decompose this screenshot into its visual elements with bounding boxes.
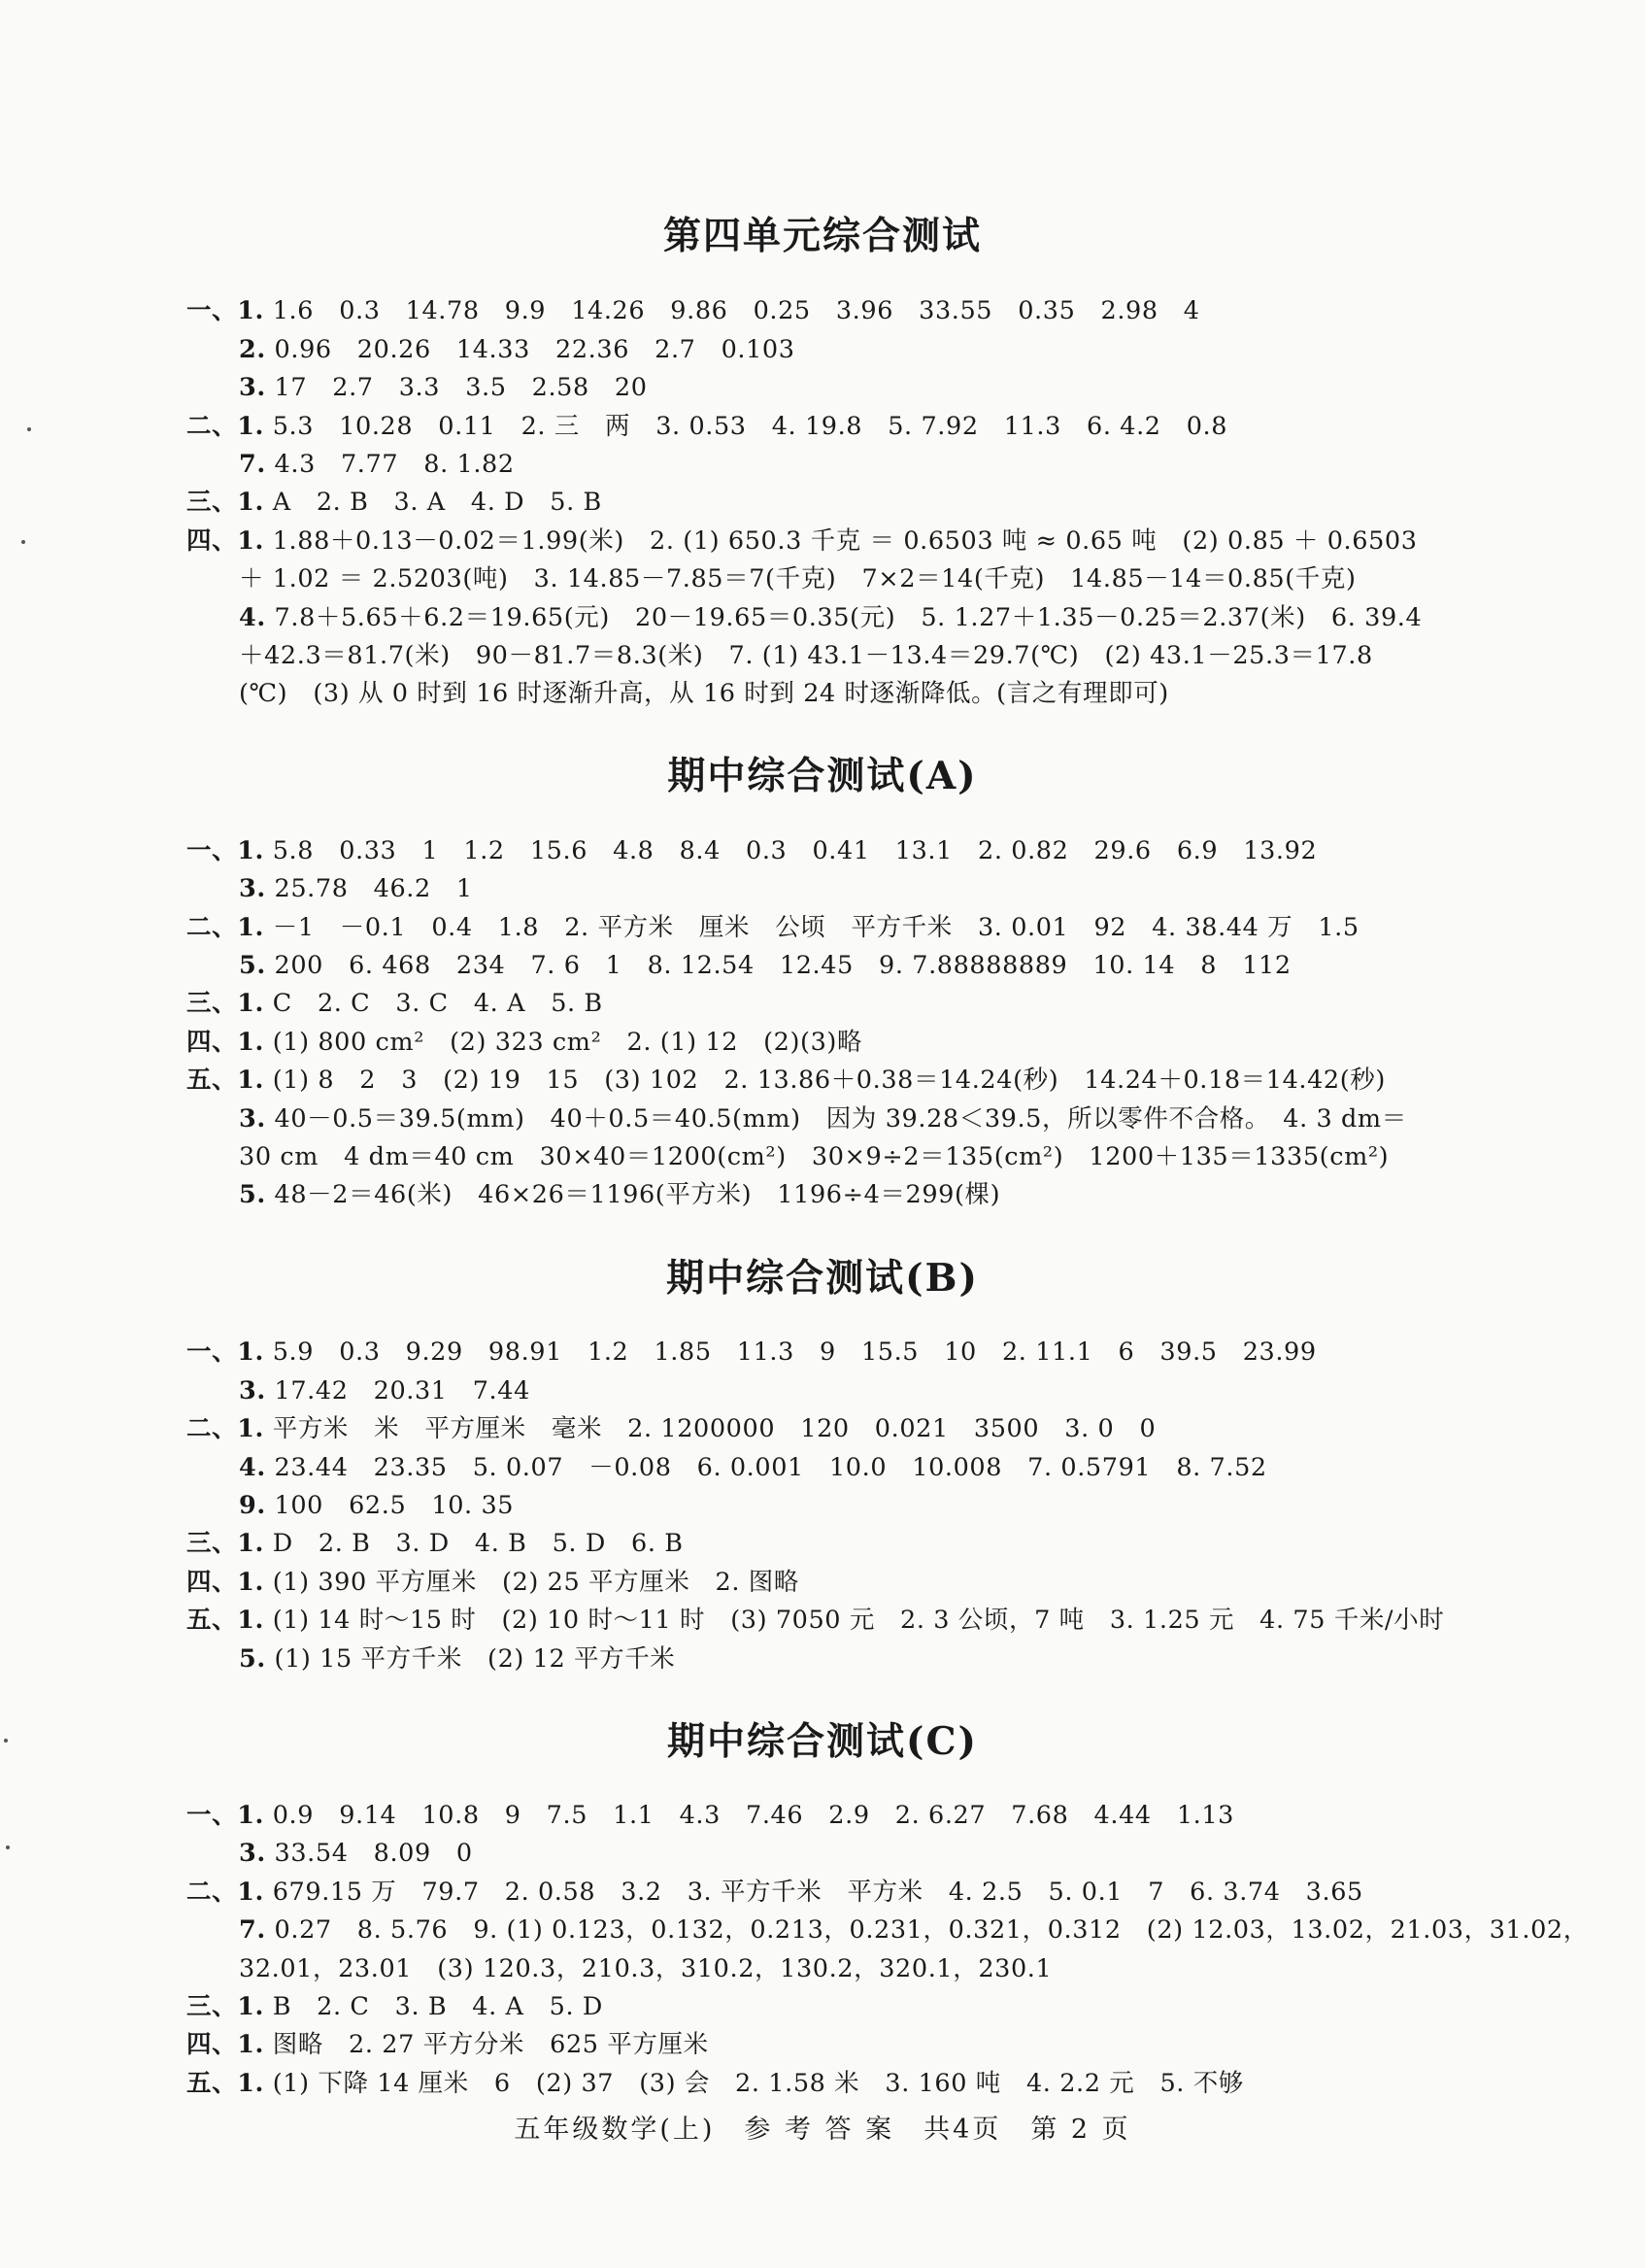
answer-line: 2. 0.96 20.26 14.33 22.36 2.7 0.103 (239, 335, 795, 364)
answer-line: 5. 200 6. 468 234 7. 6 1 8. 12.54 12.45 9. 7.88888889 10. 14 8 112 (239, 951, 1292, 980)
scan-speck (4, 1739, 8, 1743)
answer-line: 一、1. 5.9 0.3 9.29 98.91 1.2 1.85 11.3 9 15.5 10 2. 11.1 6 39.5 23.99 (186, 1337, 1317, 1367)
answer-line: 四、1. (1) 390 平方厘米 (2) 25 平方厘米 2. 图略 (186, 1568, 799, 1597)
answer-line: 二、1. 5.3 10.28 0.11 2. 三 两 3. 0.53 4. 19.8 5. 7.92 11.3 6. 4.2 0.8 (186, 412, 1228, 441)
section-title: 期中综合测试(A) (667, 754, 978, 798)
answer-line: 3. 17.42 20.31 7.44 (239, 1376, 530, 1405)
answer-line: 一、1. 0.9 9.14 10.8 9 7.5 1.1 4.3 7.46 2.9 2. 6.27 7.68 4.44 1.13 (186, 1801, 1235, 1830)
answer-line: 二、1. －1 －0.1 0.4 1.8 2. 平方米 厘米 公顷 平方千米 3. 0.01 92 4. 38.44 万 1.5 (186, 913, 1360, 942)
answer-line: ＋ 1.02 ＝ 2.5203(吨) 3. 14.85－7.85＝7(千克) 7×2＝14(千克) 14.85－14＝0.85(千克) (239, 564, 1357, 593)
section-title: 第四单元综合测试 (662, 214, 982, 258)
page-footer: 五年级数学(上) 参 考 答 案 共4页 第 2 页 (514, 2115, 1131, 2145)
answer-line: 32.01，23.01 (3) 120.3，210.3，310.2，130.2，320.1，230.1 (239, 1954, 1053, 1983)
answer-line: 三、1. C 2. C 3. C 4. A 5. B (186, 989, 603, 1018)
answer-line: 一、1. 5.8 0.33 1 1.2 15.6 4.8 8.4 0.3 0.41 13.1 2. 0.82 29.6 6.9 13.92 (186, 836, 1318, 865)
answer-line: 7. 0.27 8. 5.76 9. (1) 0.123，0.132，0.213，0.231，0.321，0.312 (2) 12.03，13.02，21.03，31.02， (239, 1915, 1589, 1945)
answer-line: 二、1. 平方米 米 平方厘米 毫米 2. 1200000 120 0.021 3500 3. 0 0 (186, 1414, 1157, 1443)
answer-line: 4. 7.8＋5.65＋6.2＝19.65(元) 20－19.65＝0.35(元) 5. 1.27＋1.35－0.25＝2.37(米) 6. 39.4 (239, 603, 1423, 632)
answer-line: 3. 40－0.5＝39.5(mm) 40＋0.5＝40.5(mm) 因为 39.28＜39.5，所以零件不合格。 4. 3 dm＝ (239, 1104, 1407, 1134)
answer-line: 3. 33.54 8.09 0 (239, 1839, 473, 1868)
scan-speck (21, 540, 25, 544)
answer-line: (℃) (3) 从 0 时到 16 时逐渐升高，从 16 时到 24 时逐渐降低。(言之有理即可) (239, 679, 1169, 708)
answer-line: 4. 23.44 23.35 5. 0.07 －0.08 6. 0.001 10.0 10.008 7. 0.5791 8. 7.52 (239, 1453, 1267, 1482)
answer-line: 二、1. 679.15 万 79.7 2. 0.58 3.2 3. 平方千米 平方米 4. 2.5 5. 0.1 7 6. 3.74 3.65 (186, 1878, 1363, 1907)
answer-line: 三、1. D 2. B 3. D 4. B 5. D 6. B (186, 1529, 684, 1558)
answer-line: 三、1. A 2. B 3. A 4. D 5. B (186, 488, 602, 517)
answer-line: 5. (1) 15 平方千米 (2) 12 平方千米 (239, 1644, 676, 1674)
answer-line: 30 cm 4 dm＝40 cm 30×40＝1200(cm²) 30×9÷2＝135(cm²) 1200＋135＝1335(cm²) (239, 1142, 1390, 1171)
answer-line: 五、1. (1) 下降 14 厘米 6 (2) 37 (3) 会 2. 1.58 米 3. 160 吨 4. 2.2 元 5. 不够 (186, 2069, 1244, 2098)
answer-line: 五、1. (1) 14 时～15 时 (2) 10 时～11 时 (3) 7050 元 2. 3 公顷，7 吨 3. 1.25 元 4. 75 千米/小时 (186, 1606, 1445, 1635)
scan-speck (6, 1845, 10, 1849)
answer-line: 3. 17 2.7 3.3 3.5 2.58 20 (239, 373, 648, 402)
answer-line: 四、1. 图略 2. 27 平方分米 625 平方厘米 (186, 2030, 709, 2059)
answer-line: 一、1. 1.6 0.3 14.78 9.9 14.26 9.86 0.25 3.96 33.55 0.35 2.98 4 (186, 296, 1200, 325)
answer-line: 3. 25.78 46.2 1 (239, 874, 473, 903)
answer-line: 5. 48－2＝46(米) 46×26＝1196(平方米) 1196÷4＝299(棵) (239, 1180, 1001, 1209)
answer-line: ＋42.3＝81.7(米) 90－81.7＝8.3(米) 7. (1) 43.1－13.4＝29.7(℃) (2) 43.1－25.3＝17.8 (239, 641, 1373, 670)
answer-line: 9. 100 62.5 10. 35 (239, 1491, 515, 1520)
section-title: 期中综合测试(C) (667, 1719, 978, 1764)
answer-line: 五、1. (1) 8 2 3 (2) 19 15 (3) 102 2. 13.86＋0.38＝14.24(秒) 14.24＋0.18＝14.42(秒) (186, 1066, 1386, 1095)
answer-line: 四、1. 1.88＋0.13－0.02＝1.99(米) 2. (1) 650.3 千克 ＝ 0.6503 吨 ≈ 0.65 吨 (2) 0.85 ＋ 0.6503 (186, 526, 1418, 556)
section-title: 期中综合测试(B) (666, 1256, 979, 1301)
answer-line: 7. 4.3 7.77 8. 1.82 (239, 450, 515, 479)
scan-speck (27, 427, 31, 431)
answer-line: 三、1. B 2. C 3. B 4. A 5. D (186, 1992, 603, 2021)
answer-line: 四、1. (1) 800 cm² (2) 323 cm² 2. (1) 12 (2)(3)略 (186, 1028, 863, 1057)
